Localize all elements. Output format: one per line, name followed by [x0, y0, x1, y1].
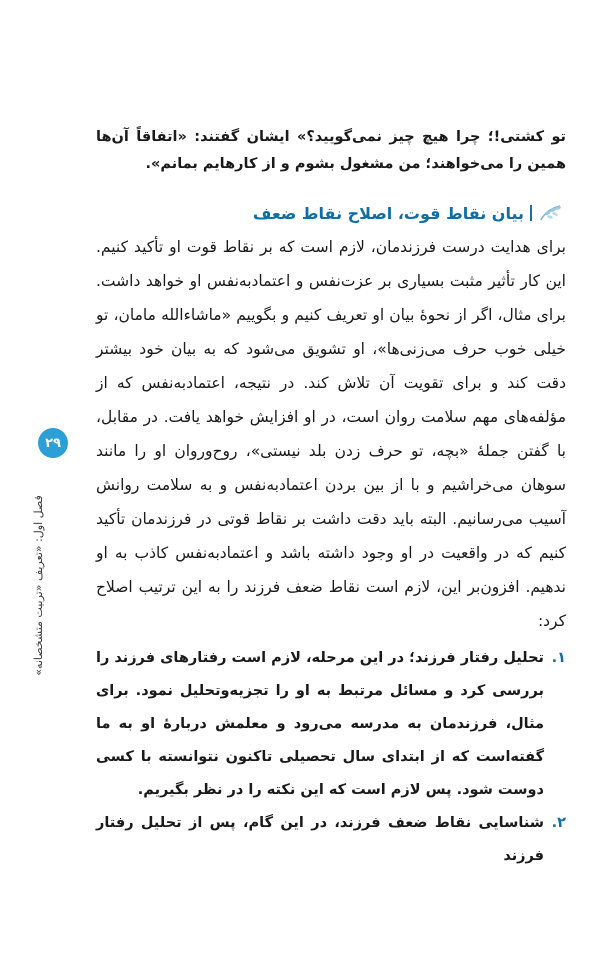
section-heading — [96, 202, 566, 224]
section-body: برای هدایت درست فرزندمان، لازم است که بر نقاط قوت او تأکید کنیم. این کار تأثیر مثبت بسیاری بر عزت‌نفس و اعتمادبه‌نفس او خواهد داشت. برای مثال، اگر از نحوهٔ بیان او تعریف کنیم و بگوییم «ماشاءالله مامان، تو خیلی خوب حرف می‌زنی‌ها»، او تشویق می‌شود که به بیان خود بیشتر دقت کند و برای تقویت آن تلاش کند. در نتیجه، اعتمادبه‌نفس که از مؤلفه‌های مهم سلامت روان است، در او افزایش خواهد یافت. در مقابل، با گفتن جملهٔ «بچه، تو حرف زدن بلد نیستی»، روح‌وروان او را مانند سوهان می‌خراشیم و با از بین بردن اعتمادبه‌نفس و به سلامت روانش آسیب می‌رسانیم. البته باید دقت داشت بر نقاط قوتی در فرزندمان تأکید کنیم که در واقعیت در او وجود داشته باشد و اعتمادبه‌نفس کاذب به او ندهیم. افزون‌بر این، لازم است نقاط ضعف فرزند را به این ترتیب اصلاح کرد: — [96, 238, 566, 630]
intro-paragraph: تو کشتی!؛ چرا هیچ چیز نمی‌گویید؟» ایشان گفتند: «اتفاقاً آن‌ها همین را می‌خواهند؛ من مشغول بشوم و از کارهایم بمانم». — [96, 129, 566, 172]
list-item-text: تحلیل رفتار فرزند؛ در این مرحله، لازم است رفتارهای فرزند را بررسی کرد و مسائل مرتبط به او را تجزیه‌وتحلیل نمود. برای مثال، فرزندمان به مدرسه می‌رود و معلمش دربارهٔ او به ما گفته‌است که از ابتدای سال تحصیلی تاکنون نتوانسته با کسی دوست شود. پس لازم است که این نکته را در نظر بگیریم. — [96, 650, 544, 798]
list-item — [96, 807, 566, 873]
page-number-badge — [38, 428, 68, 458]
leaf-ornament-icon — [538, 202, 566, 224]
chapter-side-label — [20, 470, 56, 700]
heading-divider — [530, 205, 532, 221]
page-number: ۲۹ — [45, 435, 61, 451]
section-title: بیان نقاط قوت، اصلاح نقاط ضعف — [252, 203, 524, 223]
chapter-label: فصل اول: «تعریف «تربیت متشخصانه» — [31, 494, 45, 676]
list-item-number: ۱. — [551, 650, 566, 666]
steps-list — [96, 642, 566, 873]
list-item-text: شناسایی نقاط ضعف فرزند، در این گام، پس از تحلیل رفتار فرزند — [96, 815, 544, 864]
page-body — [96, 124, 566, 873]
list-item-number: ۲. — [551, 815, 566, 831]
list-item — [96, 642, 566, 807]
